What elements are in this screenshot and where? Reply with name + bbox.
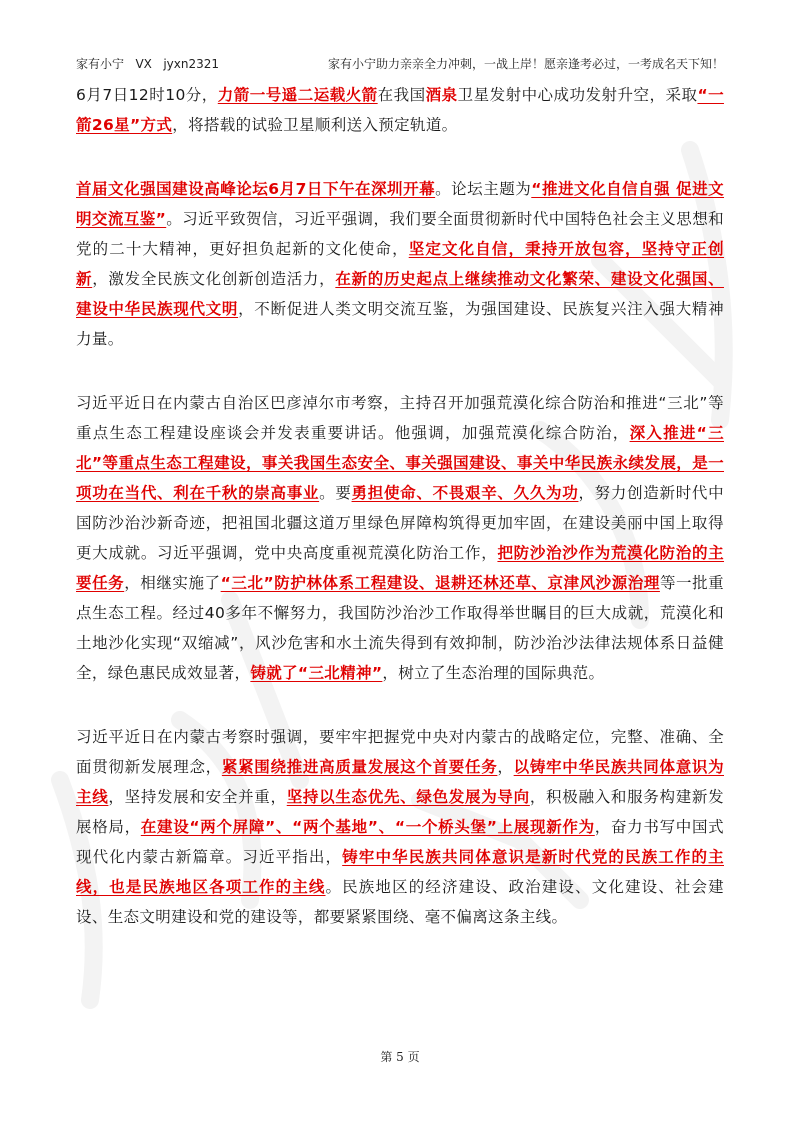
text: 。要: [319, 484, 352, 502]
text: ，树立了生态治理的国际典范。: [382, 664, 605, 682]
header-left-text: 家有小宁 VX jyxn2321: [76, 57, 219, 71]
text: ，激发全民族文化创新创造活力，: [92, 270, 336, 288]
highlight: 坚定文化自信，秉持开放包容，坚持守正创新: [76, 240, 724, 288]
highlight: 以铸牢中华民族共同体意识为主线: [76, 758, 724, 806]
paragraph-inner-mongolia: [76, 722, 724, 932]
text: ，: [497, 758, 514, 776]
text: 习近平近日在内蒙古考察时强调，要牢牢把握党中央对内蒙古的战略定位，完整、准确、全面贯彻新发展理念，: [76, 728, 724, 776]
text: ，不断促进人类文明交流互鉴，为强国建设、民族复兴注入强大精神力量。: [76, 300, 724, 348]
paragraph-desertification: [76, 388, 724, 688]
highlight: 在建设“两个屏障”、“两个基地”、“一个桥头堡”上展现新作为: [140, 818, 595, 836]
highlight: 力箭一号遥二运载火箭: [217, 86, 378, 104]
text: 在我国: [377, 86, 426, 104]
text: ，奋力书写中国式现代化内蒙古新篇章。习近平指出，: [76, 818, 724, 866]
highlight: 勇担使命、不畏艰辛、久久为功: [351, 484, 579, 502]
highlight: 铸牢中华民族共同体意识是新时代党的民族工作的主线，也是民族地区各项工作的主线: [76, 848, 724, 896]
paragraph-rocket-launch: [76, 80, 724, 140]
highlight: 坚持以生态优先、绿色发展为导向: [286, 788, 530, 806]
text: ，相继实施了: [124, 574, 221, 592]
highlight: 铸就了“三北精神”: [250, 664, 383, 682]
text: 习近平近日在内蒙古自治区巴彦淖尔市考察，主持召开加强荒漠化综合防治和推进“三北”等重点生态工程建设座谈会并发表重要讲话。他强调，加强荒漠化综合防治，: [76, 394, 724, 442]
document-body: [76, 80, 724, 966]
highlight: 酒泉: [425, 86, 458, 104]
highlight: “推进文化自信自强 促进文明交流互鉴”: [76, 180, 725, 228]
highlight: 深入推进“三北”等重点生态工程建设，事关我国生态安全、事关强国建设、事关中华民族永续发展，是一项功在当代、利在千秋的崇高事业: [76, 424, 724, 502]
header-right-text: 家有小宁助力亲亲全力冲刺，一战上岸！愿亲逢考必过，一考成名天下知！: [327, 57, 724, 71]
text: ，将搭载的试验卫星顺利送入预定轨道。: [172, 116, 458, 134]
text: ，积极融入和服务构建新发展格局，: [76, 788, 724, 836]
text: ，努力创造新时代中国防沙治沙新奇迹，把祖国北疆这道万里绿色屏障构筑得更加牢固，在建设美丽中国上取得更大成就。习近平强调，党中央高度重视荒漠化防治工作，: [76, 484, 724, 562]
text: 。习近平致贺信，习近平强调，我们要全面贯彻新时代中国特色社会主义思想和党的二十大精神，更好担负起新的文化使命，: [76, 210, 724, 258]
text: 6月7日12时10分，: [76, 86, 218, 104]
highlight: “一箭26星”方式: [76, 86, 724, 134]
page-header: [76, 55, 724, 75]
highlight: 首届文化强国建设高峰论坛6月7日下午在深圳开幕: [76, 180, 436, 198]
text: 。论坛主题为: [435, 180, 532, 198]
highlight: 把防沙治沙作为荒漠化防治的主要任务: [76, 544, 725, 592]
text: ，坚持发展和安全并重，: [108, 788, 287, 806]
text: 卫星发射中心成功发射升空，采取: [457, 86, 698, 104]
text: 等一批重点生态工程。经过40多年不懈努力，我国防沙治沙工作取得举世瞩目的巨大成就，荒漠化和土地沙化实现“双缩减”，风沙危害和水土流失得到有效抑制，防沙治沙法律法规体系日益健全，绿色惠民成效显著，: [76, 574, 724, 682]
page-number: 第 5 页: [380, 1050, 420, 1064]
paragraph-culture-forum: [76, 174, 724, 354]
highlight: 在新的历史起点上继续推动文化繁荣、建设文化强国、建设中华民族现代文明: [76, 270, 724, 318]
highlight: 紧紧围绕推进高质量发展这个首要任务: [221, 758, 498, 776]
text: 。民族地区的经济建设、政治建设、文化建设、社会建设、生态文明建设和党的建设等，都要紧紧围绕、毫不偏离这条主线。: [76, 878, 724, 926]
highlight: “三北”防护林体系工程建设、退耕还林还草、京津风沙源治理: [220, 574, 660, 592]
